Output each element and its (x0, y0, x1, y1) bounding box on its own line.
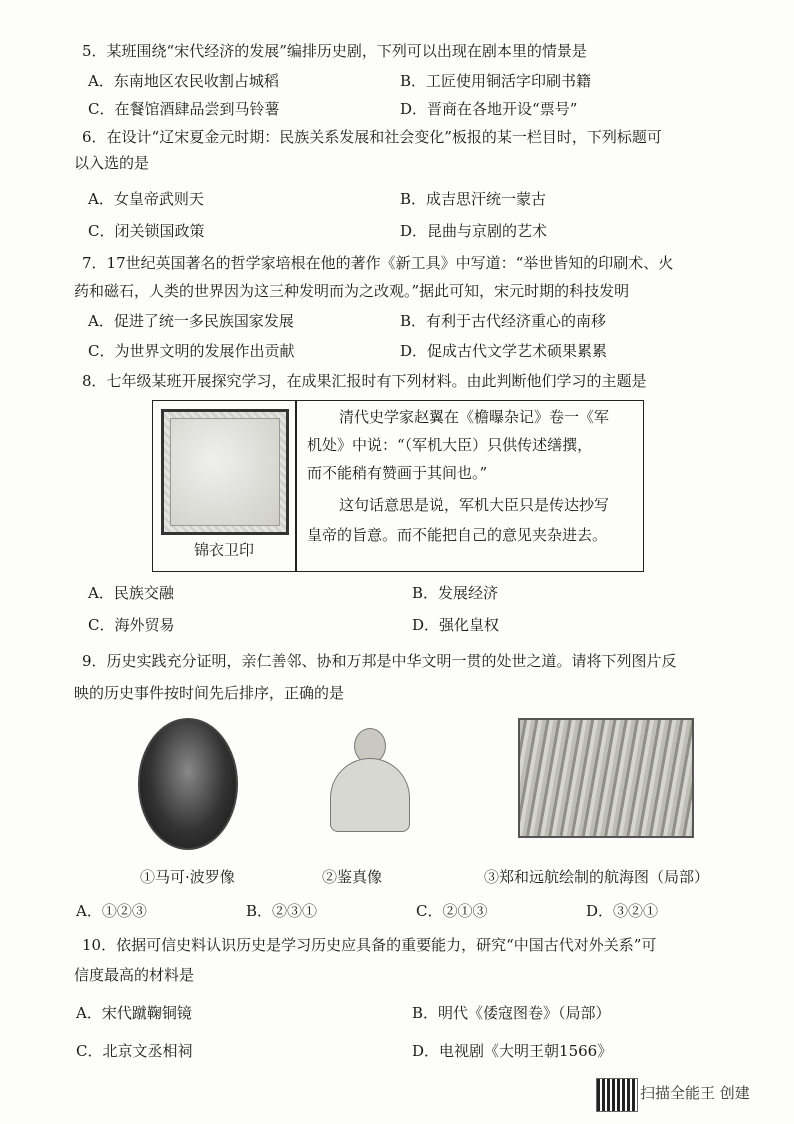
q8-option-b: B．发展经济 (412, 584, 499, 602)
q8-text-line-4: 这句话意思是说，军机大臣只是传达抄写 (339, 496, 610, 514)
q9-option-d: D．③②① (586, 902, 659, 920)
question-7-stem-2: 药和磁石，人类的世界因为这三种发明而为之改观。”据此可知，宋元时期的科技发明 (74, 282, 630, 300)
q5-option-b: B．工匠使用铜活字印刷书籍 (400, 72, 592, 90)
q9-caption-1: ①马可·波罗像 (140, 868, 235, 886)
question-9-stem-2: 映的历史事件按时间先后排序，正确的是 (74, 684, 345, 702)
seal-image (161, 409, 289, 535)
seal-caption: 锦衣卫印 (193, 541, 254, 559)
q9-option-b: B．②③① (246, 902, 318, 920)
q6-option-a: A．女皇帝武则天 (88, 190, 204, 208)
box-divider (295, 401, 297, 571)
q9-caption-3: ③郑和远航绘制的航海图（局部） (484, 868, 710, 886)
q9-option-c: C．②①③ (416, 902, 488, 920)
q8-text-line-1: 清代史学家赵翼在《檐曝杂记》卷一《军 (339, 408, 610, 426)
q9-caption-2: ②鉴真像 (322, 868, 383, 886)
question-7-stem-1: 7．17世纪英国著名的哲学家培根在他的著作《新工具》中写道：“举世皆知的印刷术、火 (82, 254, 674, 272)
jianzhen-statue (326, 724, 412, 832)
q10-option-c: C．北京文丞相祠 (76, 1042, 193, 1060)
q5-option-d: D．晋商在各地开设“票号” (400, 100, 578, 118)
marco-polo-portrait (138, 718, 238, 850)
camscanner-qr-icon (596, 1078, 638, 1112)
question-6-stem-2: 以入选的是 (74, 154, 150, 172)
q8-option-a: A．民族交融 (88, 584, 174, 602)
q6-option-c: C．闭关锁国政策 (88, 222, 205, 240)
q10-option-b: B．明代《倭寇图卷》（局部） (412, 1004, 611, 1022)
q8-text-line-2: 机处》中说：“（军机大臣）只供传述缮撰， (307, 436, 593, 454)
q8-text-line-5: 皇帝的旨意。而不能把自己的意见夹杂进去。 (307, 526, 608, 544)
q5-option-c: C．在餐馆酒肆品尝到马铃薯 (88, 100, 280, 118)
question-8-stem: 8．七年级某班开展探究学习，在成果汇报时有下列材料。由此判断他们学习的主题是 (82, 372, 647, 390)
question-10-stem-2: 信度最高的材料是 (74, 966, 195, 984)
q8-option-c: C．海外贸易 (88, 616, 175, 634)
q7-option-b: B．有利于古代经济重心的南移 (400, 312, 607, 330)
q7-option-a: A．促进了统一多民族国家发展 (88, 312, 294, 330)
q7-option-d: D．促成古代文学艺术硕果累累 (400, 342, 608, 360)
q5-option-a: A．东南地区农民收割占城稻 (88, 72, 279, 90)
question-5-stem: 5．某班围绕“宋代经济的发展”编排历史剧，下列可以出现在剧本里的情景是 (82, 42, 587, 60)
q7-option-c: C．为世界文明的发展作出贡献 (88, 342, 295, 360)
q8-option-d: D．强化皇权 (412, 616, 500, 634)
question-10-stem-1: 10．依据可信史料认识历史是学习历史应具备的重要能力，研究“中国古代对外关系”可 (82, 936, 657, 954)
q6-option-d: D．昆曲与京剧的艺术 (400, 222, 548, 240)
camscanner-watermark: 扫描全能王 创建 (640, 1084, 750, 1102)
q9-option-a: A．①②③ (76, 902, 147, 920)
question-6-stem-1: 6．在设计“辽宋夏金元时期：民族关系发展和社会变化”板报的某一栏目时，下列标题可 (82, 128, 662, 146)
q8-material-box (152, 400, 644, 572)
zheng-he-map (518, 718, 694, 838)
q10-option-a: A．宋代蹴鞠铜镜 (76, 1004, 192, 1022)
q6-option-b: B．成吉思汗统一蒙古 (400, 190, 547, 208)
question-9-stem-1: 9．历史实践充分证明，亲仁善邻、协和万邦是中华文明一贯的处世之道。请将下列图片反 (82, 652, 677, 670)
q10-option-d: D．电视剧《大明王朝1566》 (412, 1042, 613, 1060)
q8-text-line-3: 而不能稍有赞画于其间也。” (307, 464, 488, 482)
